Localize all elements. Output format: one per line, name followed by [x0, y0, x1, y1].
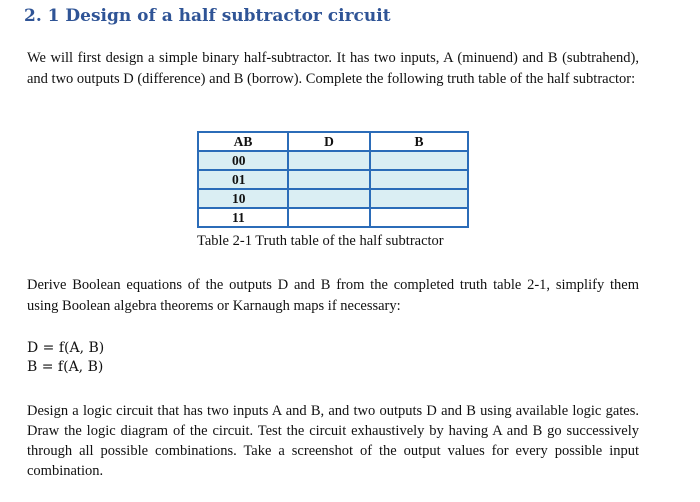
equation-d: D = f(A, B) [27, 340, 105, 356]
cell-d[interactable] [288, 170, 370, 189]
cell-d[interactable] [288, 189, 370, 208]
table-row [198, 151, 468, 170]
cell-b[interactable] [370, 170, 468, 189]
cell-ab: 11 [198, 208, 288, 227]
intro-paragraph: We will first design a simple binary half-subtractor. It has two inputs, A (minuend) and B (subtrahend), and two outputs D (difference) and B (borrow). Complete the following truth table of the half subtractor: [27, 50, 639, 87]
cell-ab: 10 [198, 189, 288, 208]
header-b: B [370, 132, 468, 151]
cell-d[interactable] [288, 151, 370, 170]
cell-b[interactable] [370, 189, 468, 208]
cell-b[interactable] [370, 151, 468, 170]
equation-b: B = f(A, B) [27, 359, 104, 375]
header-ab: AB [198, 132, 288, 151]
table-row [198, 208, 468, 227]
cell-ab: 00 [198, 151, 288, 170]
truth-table [197, 131, 469, 228]
cell-d[interactable] [288, 208, 370, 227]
section-title: 2. 1 Design of a half subtractor circuit [24, 6, 391, 26]
table-caption: Table 2-1 Truth table of the half subtractor [197, 233, 444, 249]
derive-paragraph: Derive Boolean equations of the outputs D and B from the completed truth table 2-1, simplify them using Boolean algebra theorems or Karnaugh maps if necessary: [27, 277, 639, 314]
design-paragraph: Design a logic circuit that has two inputs A and B, and two outputs D and B using available logic gates. Draw the logic diagram of the circuit. Test the circuit exhaustively by having A and B go successively through all possible combinations. Take a screenshot of the output values for every possible input combination. [27, 403, 639, 479]
table-row [198, 170, 468, 189]
table-header-row [198, 132, 468, 151]
table-row [198, 189, 468, 208]
cell-ab: 01 [198, 170, 288, 189]
cell-b[interactable] [370, 208, 468, 227]
header-d: D [288, 132, 370, 151]
